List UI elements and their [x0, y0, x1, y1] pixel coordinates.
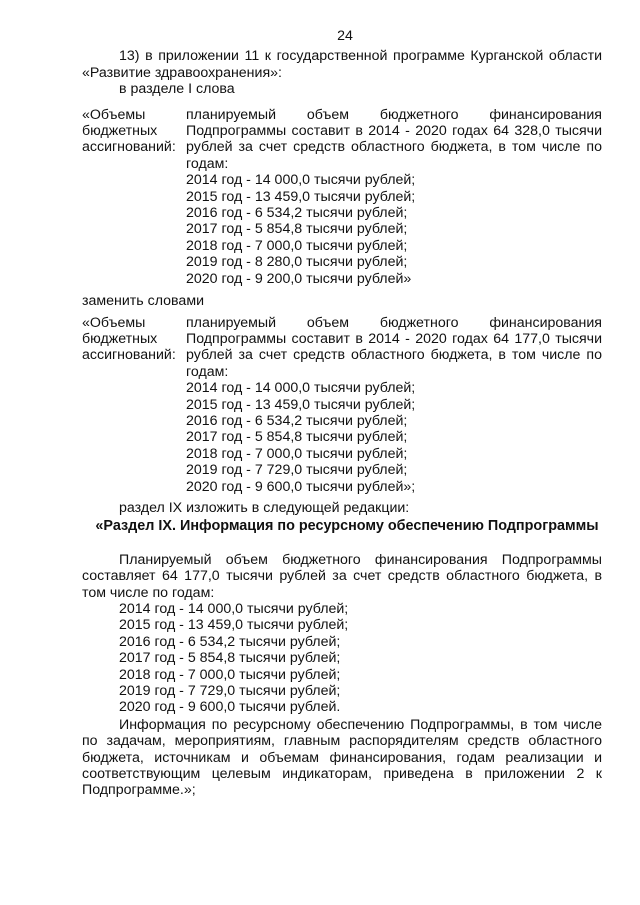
section-9-year-line: 2014 год - 14 000,0 тысячи рублей;	[119, 601, 349, 617]
old-budget-block	[82, 107, 602, 287]
new-year-line: 2019 год - 7 729,0 тысячи рублей;	[186, 462, 408, 479]
section-9-year-line: 2020 год - 9 600,0 тысячи рублей.	[119, 699, 341, 716]
old-year-line: 2016 год - 6 534,2 тысячи рублей;	[186, 205, 408, 222]
section-9-final-paragraph: Информация по ресурсному обеспечению Подпрограммы, в том числе по задачам, мероприятиям, главным распорядителям средств областного бюджета, источникам и объемам финансирования, годам реализации и соответствующим целевым индикаторам, приведена в приложении 2 к Подпрограмме.»;	[82, 716, 602, 799]
new-year-line: 2014 год - 14 000,0 тысячи рублей;	[186, 380, 416, 397]
item-13-paragraph: 13) в приложении 11 к государственной программе Курганской области «Развитие здравоохранения»:	[82, 48, 602, 81]
new-budget-intro: планируемый объем бюджетного финансирования Подпрограммы составит в 2014 - 2020 годах 64 177,0 тысячи рублей за счет средств областного бюджета, в том числе по годам:	[186, 314, 602, 380]
new-label-line: «Объемы	[82, 314, 146, 331]
section-9-paragraph: Планируемый объем бюджетного финансирования Подпрограммы составляет 64 177,0 тысячи рублей за счет средств областного бюджета, в том числе по годам:	[82, 551, 602, 601]
section-9-year-line: 2015 год - 13 459,0 тысячи рублей;	[119, 617, 349, 634]
page-number: 24	[337, 28, 353, 44]
new-year-line: 2018 год - 7 000,0 тысячи рублей;	[186, 445, 408, 462]
section-9-intro: раздел IX изложить в следующей редакции:	[119, 499, 410, 516]
old-year-line: 2019 год - 8 280,0 тысячи рублей;	[186, 254, 408, 271]
replace-words-line: заменить словами	[82, 293, 205, 310]
new-year-line: 2020 год - 9 600,0 тысячи рублей»;	[186, 478, 416, 495]
new-budget-label	[82, 315, 186, 495]
new-year-line: 2015 год - 13 459,0 тысячи рублей;	[186, 396, 416, 413]
old-year-line: 2015 год - 13 459,0 тысячи рублей;	[186, 188, 416, 205]
old-label-line: «Объемы	[82, 106, 146, 123]
section-9-heading: «Раздел IX. Информация по ресурсному обеспечению Подпрограммы	[95, 518, 599, 535]
section-9-year-line: 2018 год - 7 000,0 тысячи рублей;	[119, 666, 341, 683]
section-9-year-line: 2016 год - 6 534,2 тысячи рублей;	[119, 633, 341, 650]
old-budget-text	[186, 107, 602, 287]
old-year-line: 2017 год - 5 854,8 тысячи рублей;	[186, 221, 408, 238]
old-year-line: 2014 год - 14 000,0 тысячи рублей;	[186, 172, 416, 189]
new-budget-block	[82, 315, 602, 495]
section-9-year-line: 2019 год - 7 729,0 тысячи рублей;	[119, 683, 341, 700]
new-budget-text	[186, 315, 602, 495]
new-year-line: 2016 год - 6 534,2 тысячи рублей;	[186, 412, 408, 429]
section-9-year-line: 2017 год - 5 854,8 тысячи рублей;	[119, 650, 341, 667]
new-label-line: ассигнований:	[82, 347, 176, 364]
new-label-line: бюджетных	[82, 330, 158, 347]
section-1-words-line: в разделе I слова	[119, 81, 235, 98]
old-year-line: 2020 год - 9 200,0 тысячи рублей»	[186, 270, 412, 287]
old-budget-intro: планируемый объем бюджетного финансирования Подпрограммы составит в 2014 - 2020 годах 64 328,0 тысячи рублей за счет средств областного бюджета, в том числе по годам:	[186, 106, 602, 172]
old-budget-label	[82, 107, 186, 287]
new-year-line: 2017 год - 5 854,8 тысячи рублей;	[186, 429, 408, 446]
old-label-line: бюджетных	[82, 123, 158, 140]
old-label-line: ассигнований:	[82, 139, 176, 156]
old-year-line: 2018 год - 7 000,0 тысячи рублей;	[186, 237, 408, 254]
